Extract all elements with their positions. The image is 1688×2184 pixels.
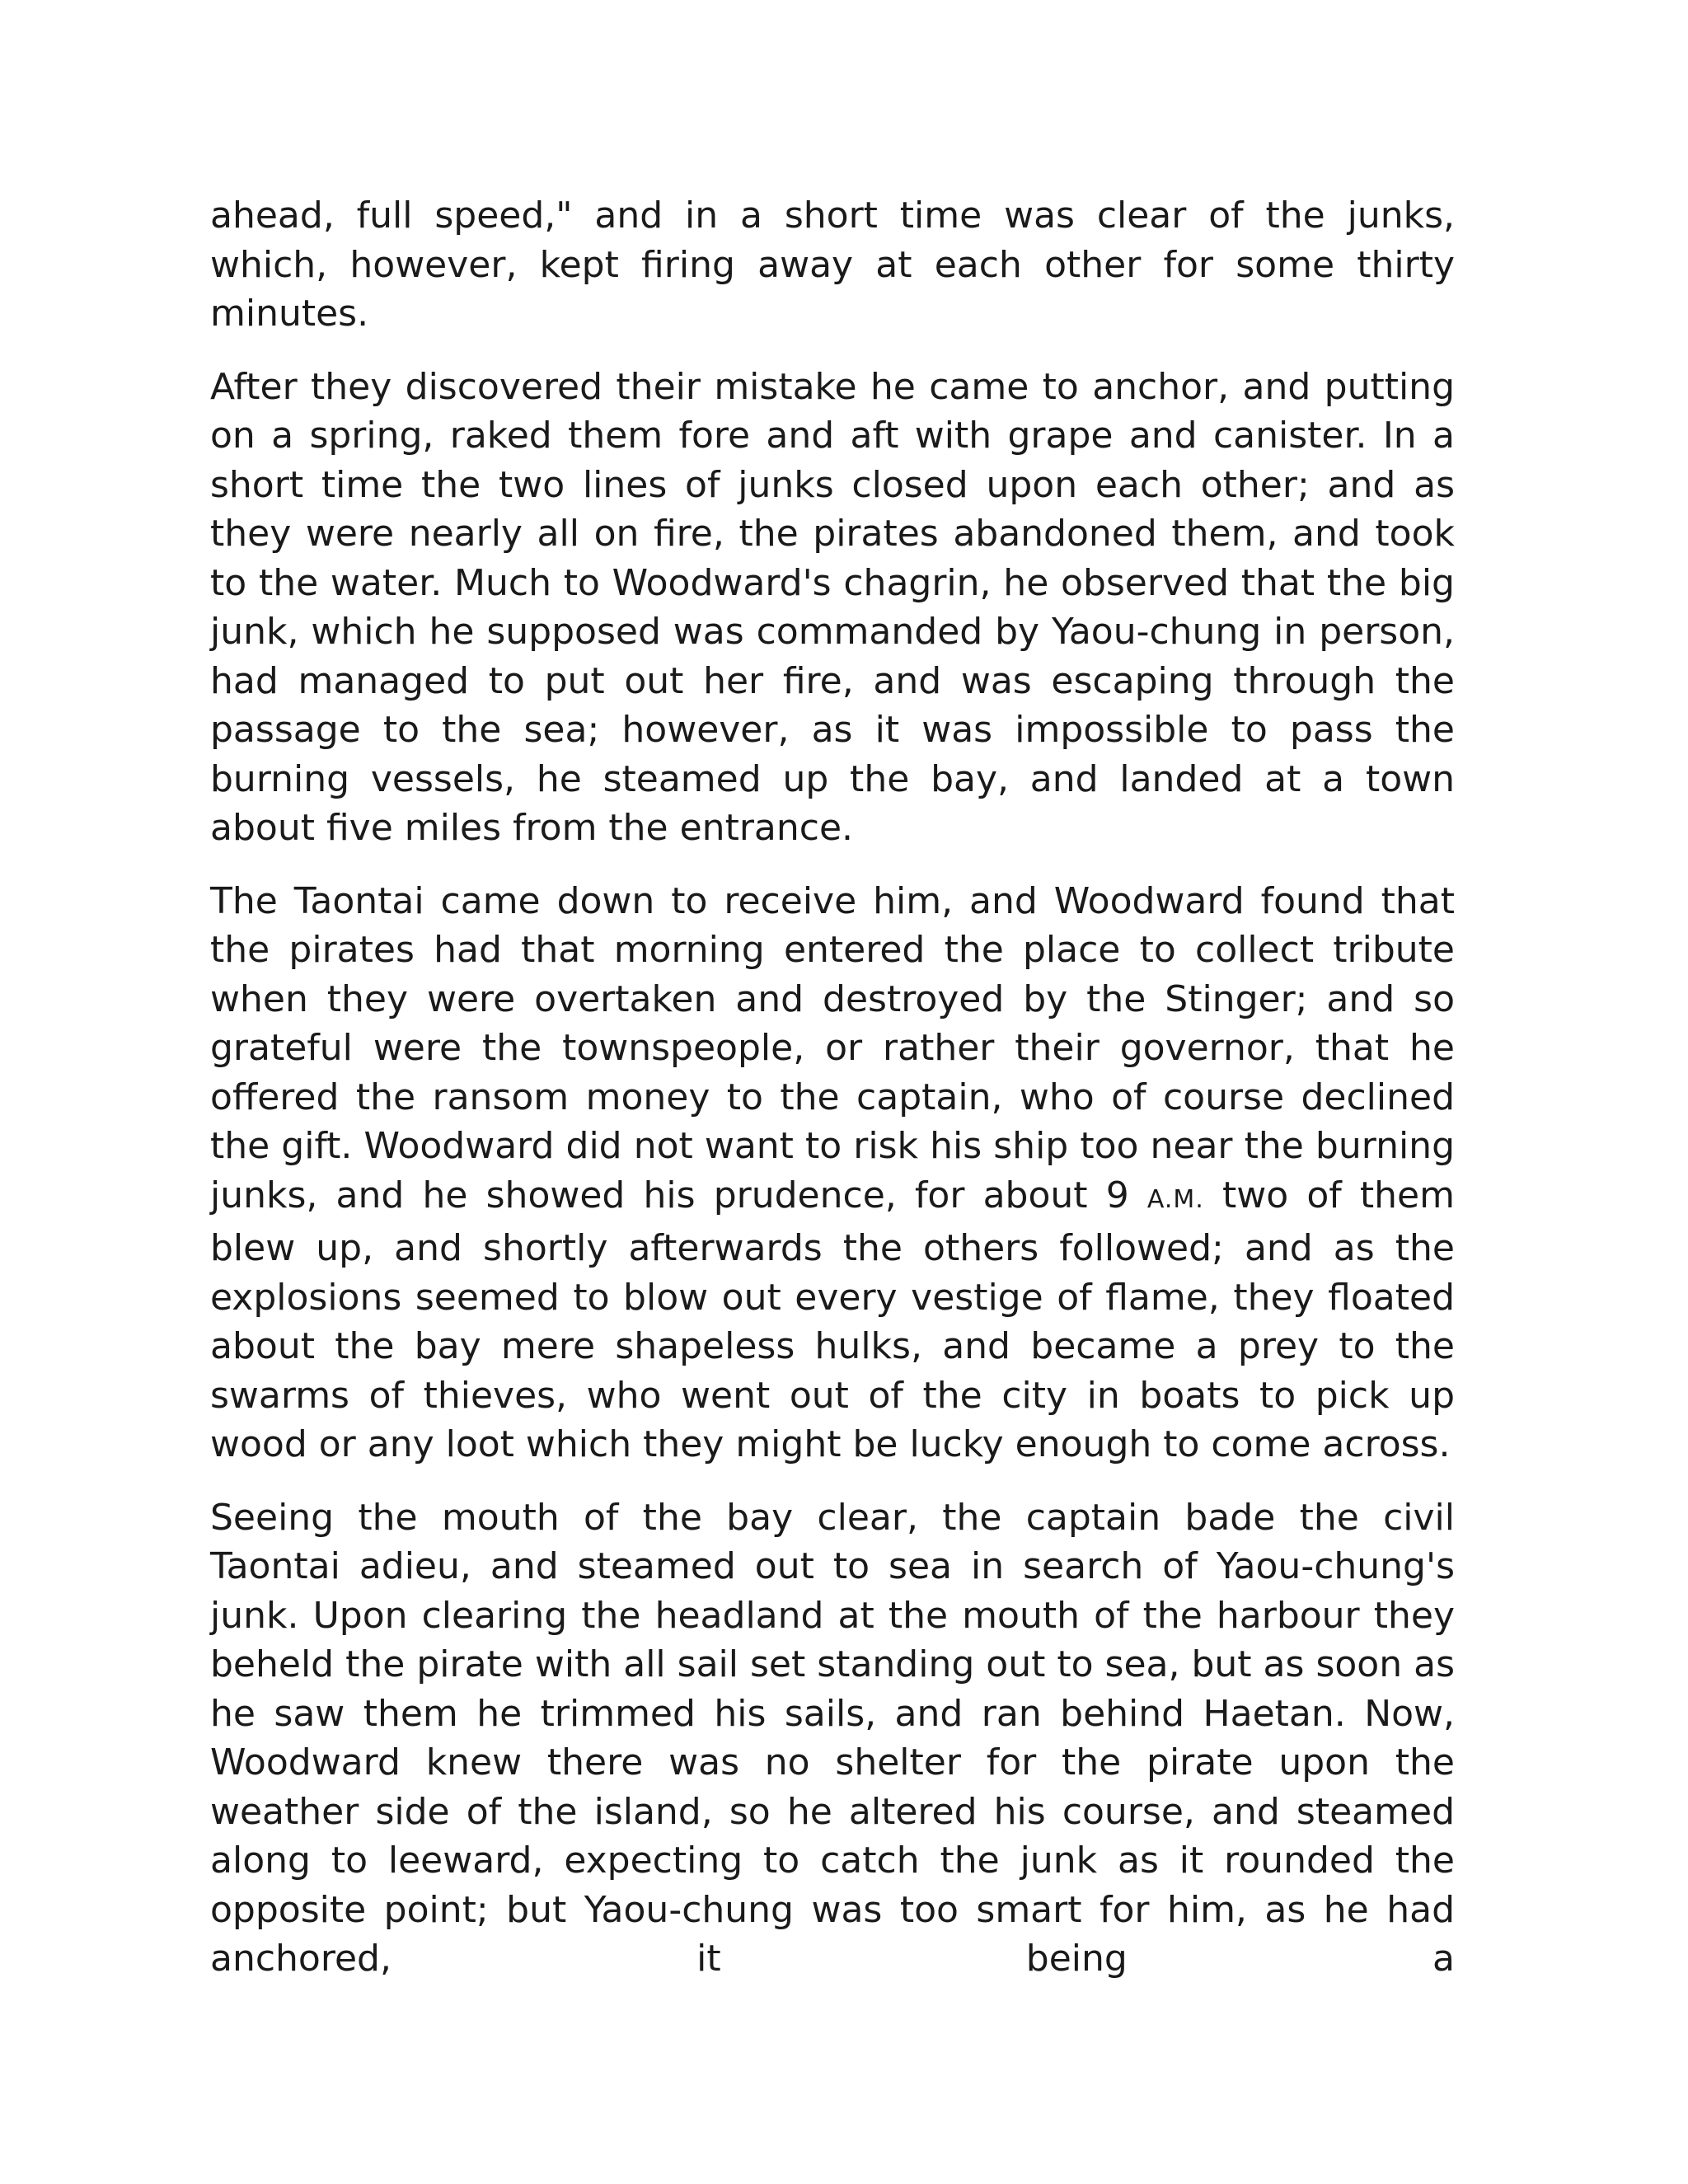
page-body bbox=[210, 191, 1455, 2008]
time-abbreviation: A.M. bbox=[1146, 1184, 1204, 1214]
paragraph-3 bbox=[210, 877, 1455, 1469]
paragraph-1: ahead, full speed," and in a short time was clear of the junks, which, however, kept firing away at each other for some thirty minutes. bbox=[210, 194, 1455, 335]
paragraph-2: After they discovered their mistake he came to anchor, and putting on a spring, raked them fore and aft with grape and canister. In a short time the two lines of junks closed upon each other; and as they were nearly all on fire, the pirates abandoned them, and took to the water. Much to Woodward's chagrin, he observed that the big junk, which he supposed was commanded by Yaou-chung in person, had managed to put out her fire, and was escaping through the passage to the sea; however, as it was impossible to pass the burning vessels, he steamed up the bay, and landed at a town about five miles from the entrance. bbox=[210, 365, 1455, 849]
paragraph-3-text-after: two of them blew up, and shortly afterwards the others followed; and as the explosions seemed to blow out every vestige of flame, they floated about the bay mere shapeless hulks, and became a prey to the swarms of thieves, who went out of the city in boats to pick up wood or any loot which they might be lucky enough to come across. bbox=[210, 1174, 1455, 1465]
paragraph-4: Seeing the mouth of the bay clear, the captain bade the civil Taontai adieu, and steamed out to sea in search of Yaou-chung's junk. Upon clearing the headland at the mouth of the harbour they beheld the pirate with all sail set standing out to sea, but as soon as he saw them he trimmed his sails, and ran behind Haetan. Now, Woodward knew there was no shelter for the pirate upon the weather side of the island, so he altered his course, and steamed along to leeward, expecting to catch the junk as it rounded the opposite point; but Yaou-chung was too smart for him, as he had anchored, it being a bbox=[210, 1496, 1455, 1980]
paragraph-3-text-before: The Taontai came down to receive him, and Woodward found that the pirates had that morning entered the place to collect tribute when they were overtaken and destroyed by the Stinger; and so grateful were the townspeople, or rather their governor, that he offered the ransom money to the captain, who of course declined the gift. Woodward did not want to risk his ship too near the burning junks, and he showed his prudence, for about 9 bbox=[210, 879, 1455, 1216]
